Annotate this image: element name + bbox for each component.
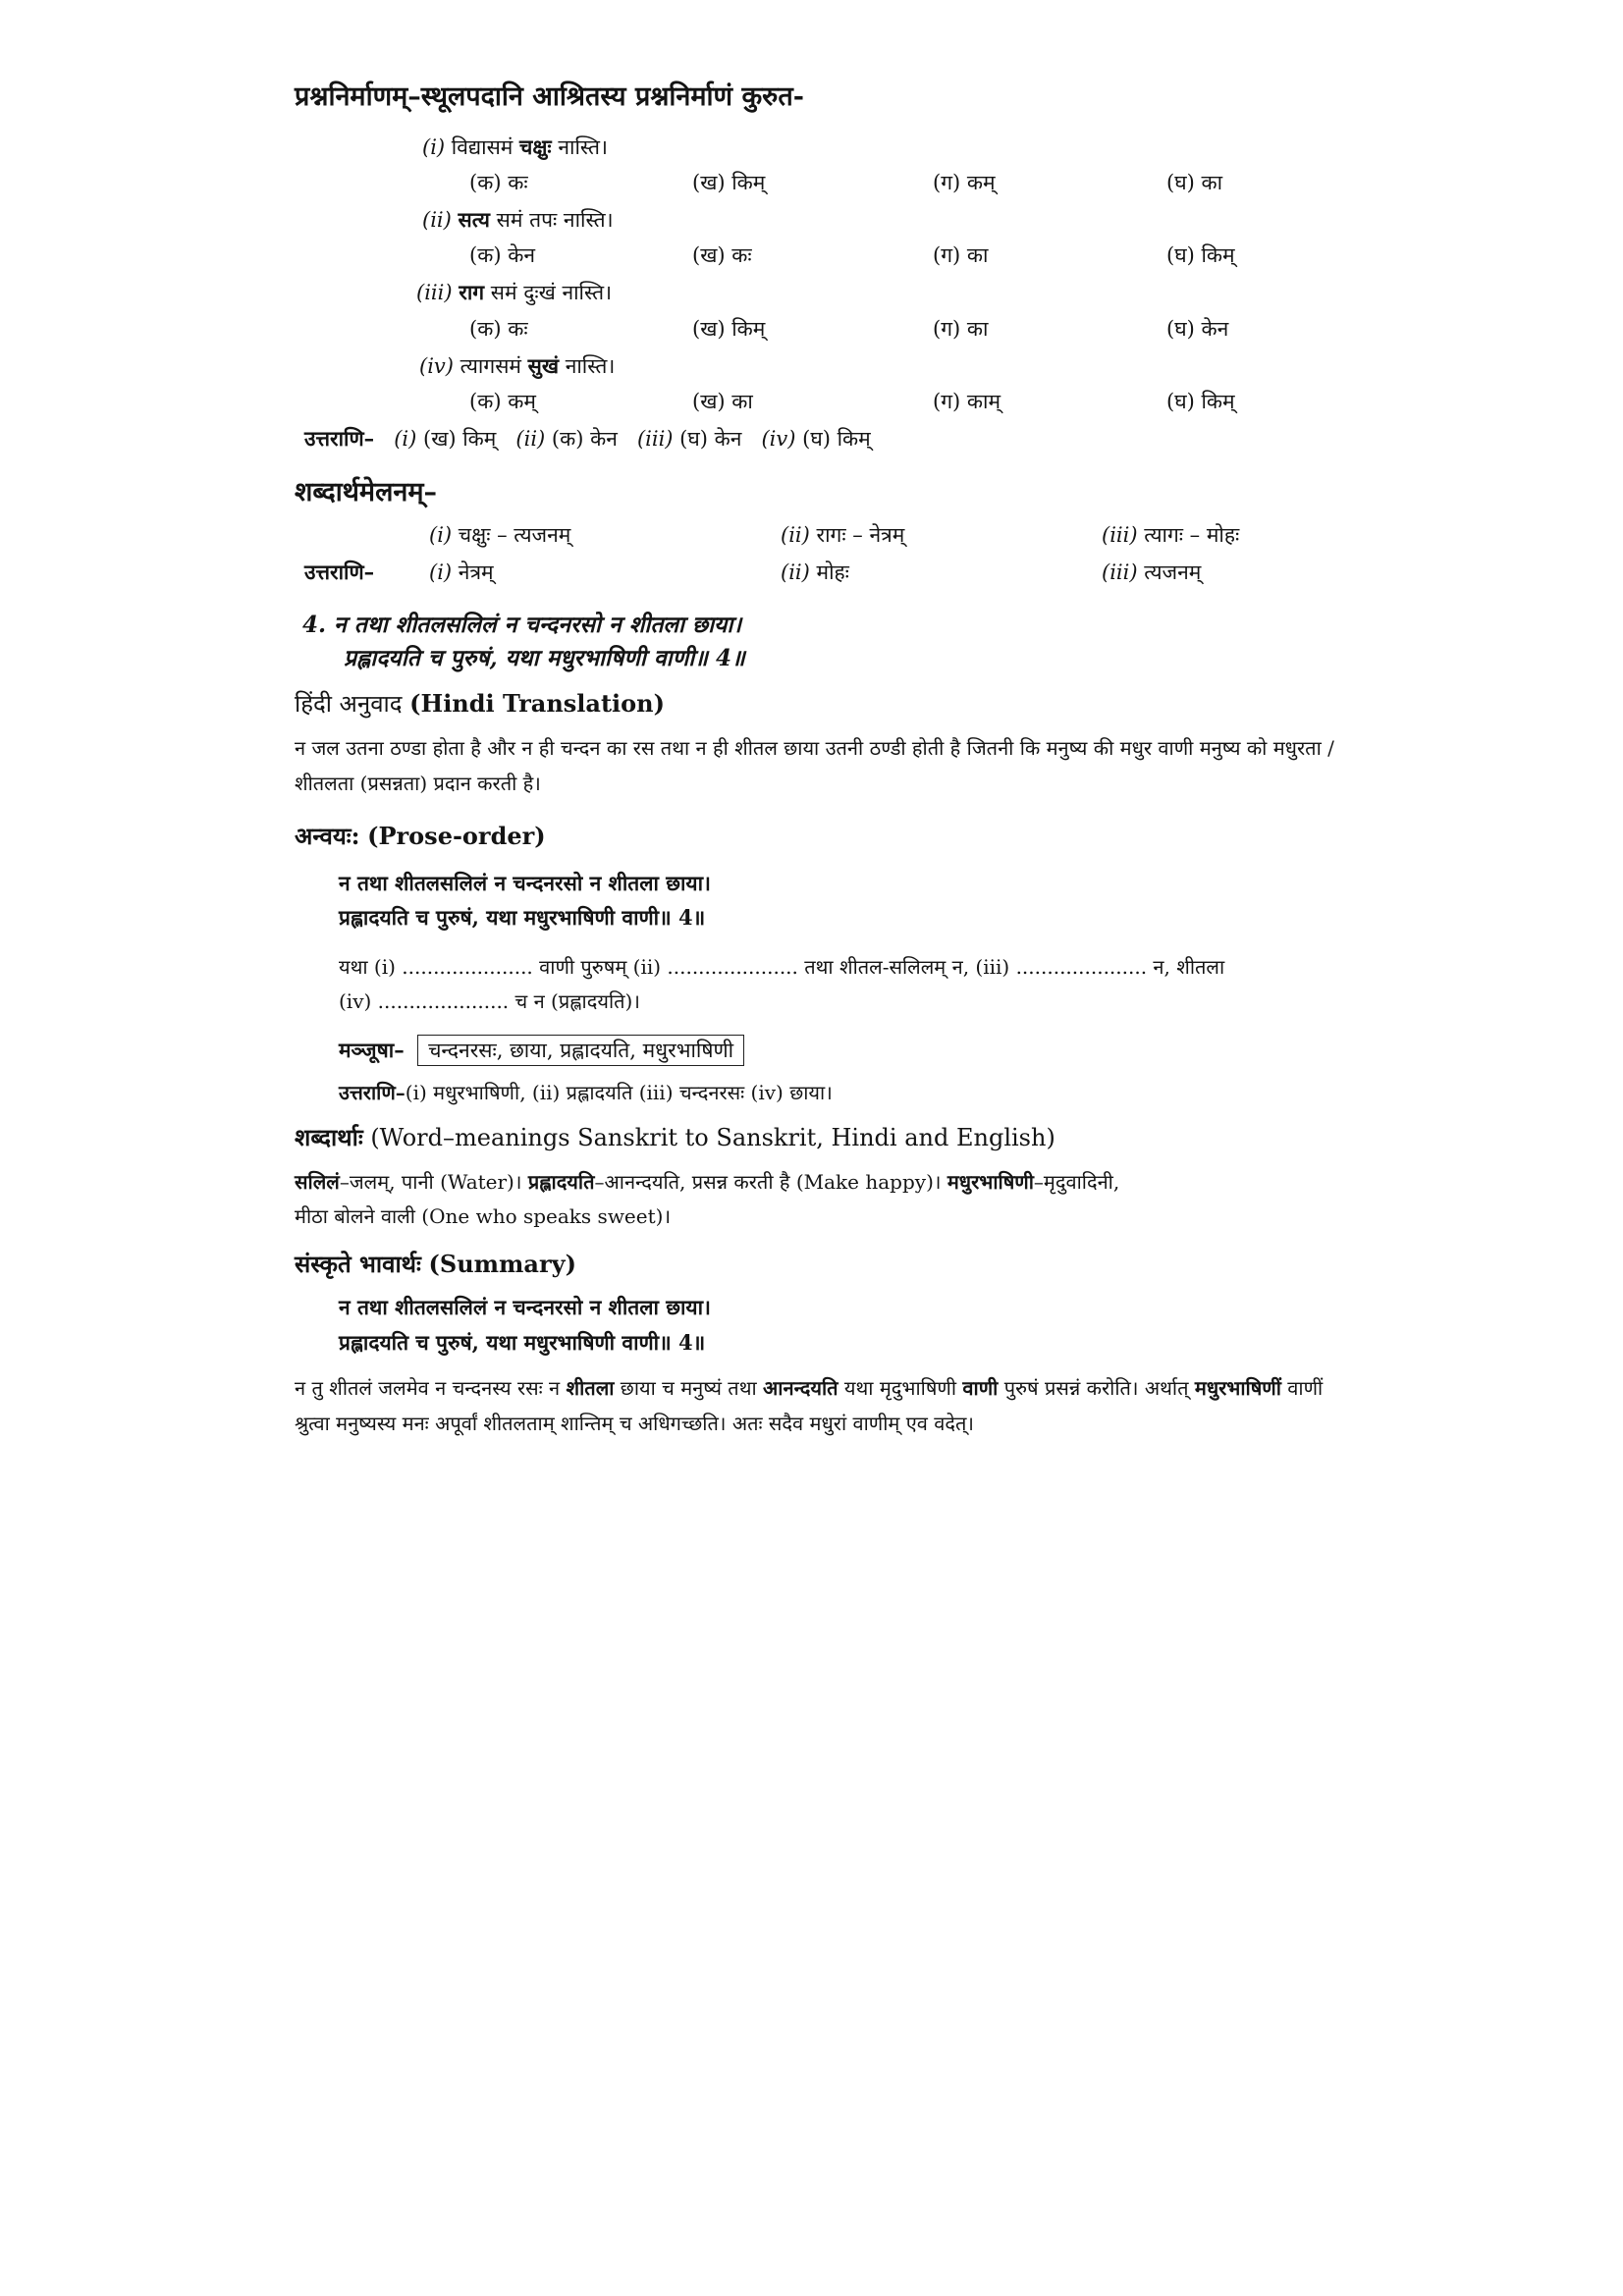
prose-verse-line-1: न तथा शीतलसलिलं न चन्दनरसो न शीतला छाया। bbox=[339, 871, 711, 895]
match-pair: (ii) रागः – नेत्रम् bbox=[781, 523, 905, 547]
option: (घ) किम् bbox=[1166, 243, 1235, 267]
question-answers: उत्तराणि– (i) (ख) किम् (ii) (क) केन (iii) (घ) केन (iv) (घ) किम् bbox=[304, 426, 871, 451]
option: (घ) का bbox=[1166, 171, 1223, 194]
option: (ख) कः bbox=[692, 243, 752, 267]
question-2: (ii) सत्य समं तपः नास्ति। bbox=[422, 207, 614, 232]
prose-fill-line-2: (iv) ..................... च न (प्रह्लादयति)। bbox=[339, 989, 640, 1013]
match-answer: (iii) त्यजनम् bbox=[1102, 561, 1202, 584]
word-matching-heading: शब्दार्थमेलनम्– bbox=[295, 477, 438, 507]
hindi-translation-heading: हिंदी अनुवाद (Hindi Translation) bbox=[295, 689, 665, 718]
hindi-translation-text: न जल उतना ठण्डा होता है और न ही चन्दन का रस तथा न ही शीतल छाया उतनी ठण्डी होती है जितनी कि मनुष्य की मधुर वाणी मनुष्य को मधुरता / शीतलता (प्रसन्नता) प्रदान करती है। bbox=[295, 736, 1334, 795]
word-meanings-heading: शब्दार्थाः (Word–meanings Sanskrit to Sanskrit, Hindi and English) bbox=[295, 1123, 1055, 1151]
option: (क) कः bbox=[469, 171, 528, 194]
verse-line-1: 4. न तथा शीतलसलिलं न चन्दनरसो न शीतला छाया। bbox=[302, 612, 742, 638]
prose-fill-line-1: यथा (i) ..................... वाणी पुरुषम् (ii) ..................... तथा शीतल-सलिलम् न, (iii) ..................... न, शीतला bbox=[339, 955, 1225, 979]
option: (ख) किम् bbox=[692, 317, 766, 341]
question-1: (i) विद्यासमं चक्षुः नास्ति। bbox=[422, 134, 608, 159]
option: (ख) किम् bbox=[692, 171, 766, 194]
question-4: (iv) त्यागसमं सुखं नास्ति। bbox=[419, 353, 616, 378]
manjusha: मञ्जूषा– चन्दनरसः, छाया, प्रह्लादयति, मधुरभाषिणी bbox=[339, 1037, 744, 1064]
manjusha-word-box: चन्दनरसः, छाया, प्रह्लादयति, मधुरभाषिणी bbox=[417, 1035, 744, 1066]
word-meanings-line-1: सलिलं–जलम्, पानी (Water)। प्रह्लादयति–आनन्दयति, प्रसन्न करती है (Make happy)। मधुरभाषिणी–मृदुवादिनी, bbox=[295, 1170, 1120, 1194]
word-meanings-line-2: मीठा बोलने वाली (One who speaks sweet)। bbox=[295, 1204, 672, 1228]
match-answer: (ii) मोहः bbox=[781, 561, 849, 584]
prose-answers: उत्तराणि–(i) मधुरभाषिणी, (ii) प्रह्लादयति (iii) चन्दनरसः (iv) छाया। bbox=[339, 1081, 833, 1104]
option: (क) कम् bbox=[469, 390, 536, 413]
prose-order-heading: अन्वयः: (Prose-order) bbox=[295, 822, 546, 850]
option: (घ) केन bbox=[1166, 317, 1229, 341]
question-3: (iii) राग समं दुःखं नास्ति। bbox=[416, 280, 613, 304]
option: (क) कः bbox=[469, 317, 528, 341]
prose-verse-line-2: प्रह्लादयति च पुरुषं, यथा मधुरभाषिणी वाणी॥ 4॥ bbox=[339, 905, 706, 930]
match-pair: (i) चक्षुः – त्यजनम् bbox=[429, 523, 571, 547]
option: (क) केन bbox=[469, 243, 535, 267]
summary-heading: संस्कृते भावार्थः (Summary) bbox=[295, 1250, 576, 1278]
option: (घ) किम् bbox=[1166, 390, 1235, 413]
summary-verse-line-1: न तथा शीतलसलिलं न चन्दनरसो न शीतला छाया। bbox=[339, 1295, 711, 1319]
verse-line-2: प्रह्लादयति च पुरुषं, यथा मधुरभाषिणी वाणी॥ 4॥ bbox=[344, 645, 745, 671]
match-answer: (i) नेत्रम् bbox=[429, 561, 494, 584]
summary-paragraph: न तु शीतलं जलमेव न चन्दनस्य रसः न शीतला छाया च मनुष्यं तथा आनन्दयति यथा मृदुभाषिणी वाणी पुरुषं प्रसन्नं करोति। अर्थात् मधुरभाषिणीं वाणीं श्रुत्वा मनुष्यस्य मनः अपूर्वां शीतलताम् शान्तिम् च अधिगच्छति। अतः सदैव मधुरां वाणीम् एव वदेत्। bbox=[295, 1376, 1324, 1435]
option: (ग) कम् bbox=[933, 171, 996, 194]
summary-verse-line-2: प्रह्लादयति च पुरुषं, यथा मधुरभाषिणी वाणी॥ 4॥ bbox=[339, 1330, 706, 1355]
option: (ख) का bbox=[692, 390, 753, 413]
match-answer-label: उत्तराणि– bbox=[304, 560, 375, 584]
option: (ग) का bbox=[933, 243, 989, 267]
question-formation-heading: प्रश्ननिर्माणम्–स्थूलपदानि आश्रितस्य प्रश्ननिर्माणं कुरुत- bbox=[295, 81, 804, 112]
match-pair: (iii) त्यागः – मोहः bbox=[1102, 523, 1240, 547]
option: (ग) काम् bbox=[933, 390, 1001, 413]
option: (ग) का bbox=[933, 317, 989, 341]
